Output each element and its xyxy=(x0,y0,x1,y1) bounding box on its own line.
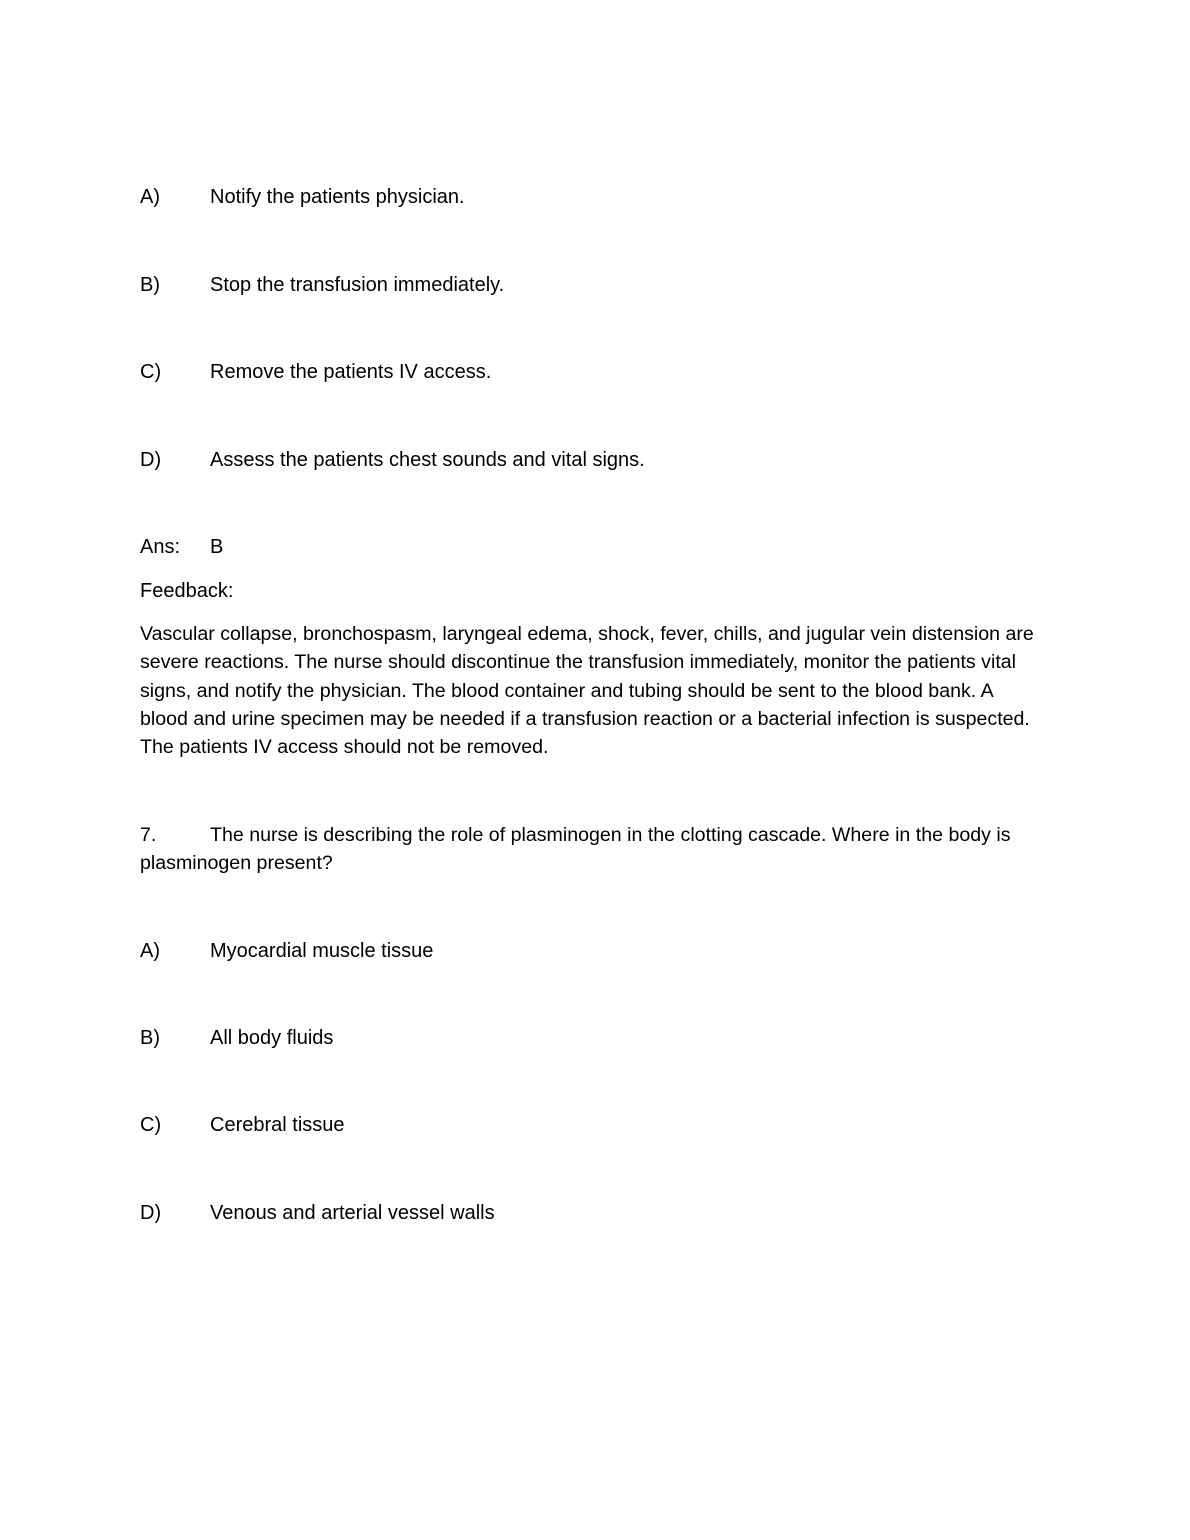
option-d xyxy=(140,446,1040,474)
option-letter: B) xyxy=(140,1027,160,1049)
option-a xyxy=(140,183,1040,211)
option-text: Notify the patients physician. xyxy=(210,186,465,208)
option-b xyxy=(140,271,1040,299)
option-text: Assess the patients chest sounds and vital signs. xyxy=(210,449,645,471)
option-letter: D) xyxy=(140,1202,162,1224)
option-text: Cerebral tissue xyxy=(210,1114,345,1136)
answer-label: Ans: xyxy=(140,536,181,558)
option-letter: A) xyxy=(140,186,160,208)
option-letter: D) xyxy=(140,449,162,471)
option-text: Venous and arterial vessel walls xyxy=(210,1202,495,1224)
option-b xyxy=(140,1024,1040,1052)
option-text: Remove the patients IV access. xyxy=(210,361,492,383)
question-text: The nurse is describing the role of plasminogen in the clotting cascade. Where in the body is plasminogen present? xyxy=(140,824,1011,875)
question-stem xyxy=(140,821,1040,878)
feedback-text: Vascular collapse, bronchospasm, laryngeal edema, shock, fever, chills, and jugular vein distension are severe reactions. The nurse should discontinue the transfusion immediately, monitor the patients vital signs, and notify the physician. The blood container and tubing should be sent to the blood bank. A blood and urine specimen may be needed if a transfusion reaction or a bacterial infection is suspected. The patients IV access should not be removed. xyxy=(140,623,1034,759)
option-letter: A) xyxy=(140,940,160,962)
option-letter: B) xyxy=(140,274,160,296)
option-text: Stop the transfusion immediately. xyxy=(210,274,505,296)
option-letter: C) xyxy=(140,1114,162,1136)
feedback-label: Feedback: xyxy=(140,580,234,602)
question-number: 7. xyxy=(140,824,157,846)
option-letter: C) xyxy=(140,361,162,383)
option-c xyxy=(140,358,1040,386)
option-a xyxy=(140,937,1040,965)
answer-value: B xyxy=(210,536,224,558)
option-c xyxy=(140,1111,1040,1139)
option-d xyxy=(140,1199,1040,1227)
option-text: All body fluids xyxy=(210,1027,334,1049)
option-text: Myocardial muscle tissue xyxy=(210,940,434,962)
